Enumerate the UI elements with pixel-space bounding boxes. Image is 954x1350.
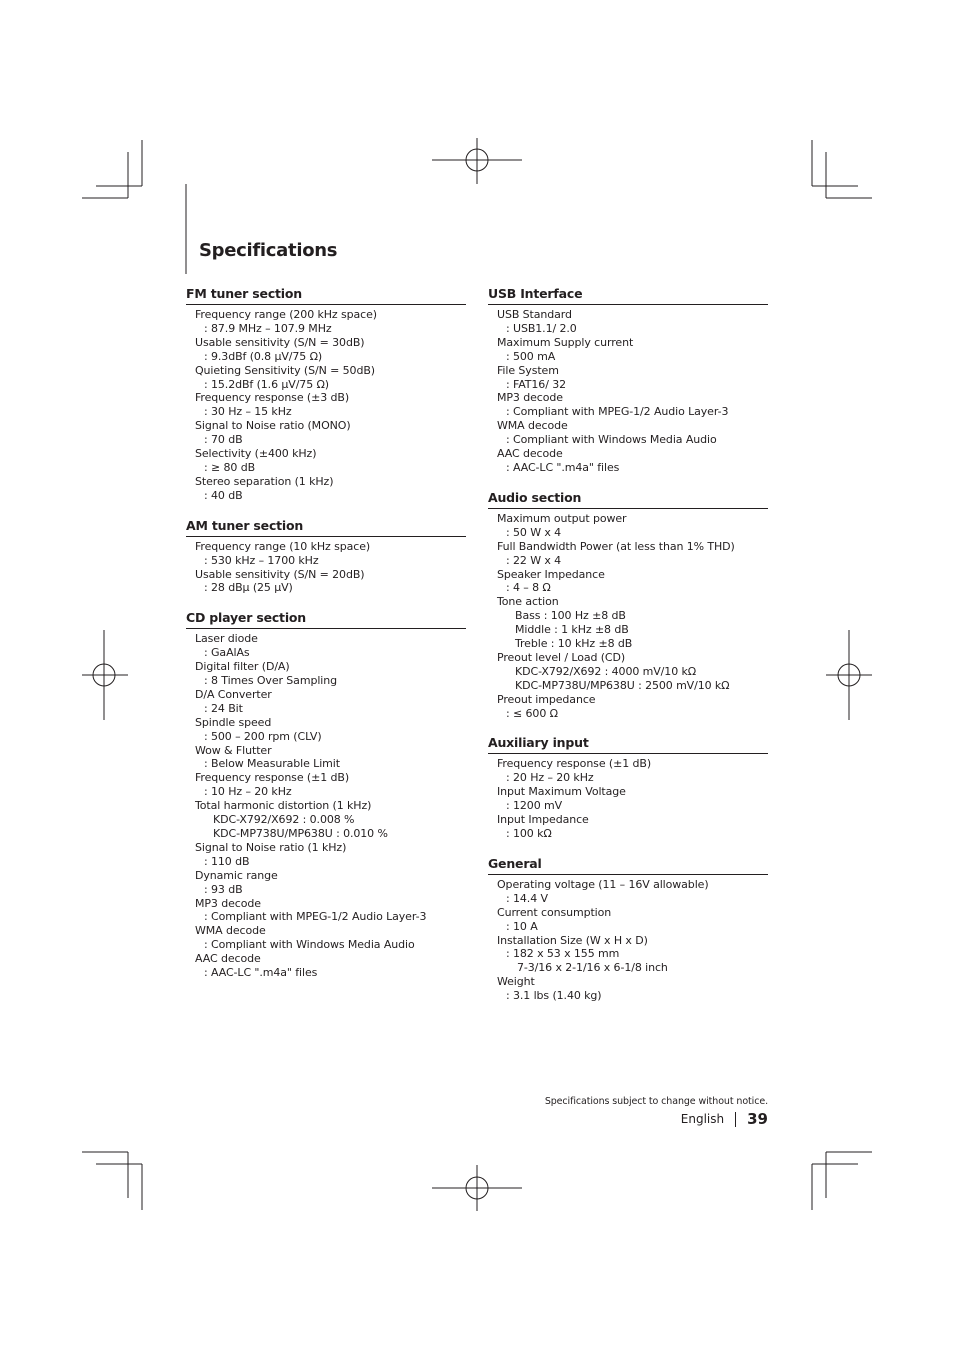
- spec-value: : GaAlAs: [204, 646, 250, 660]
- spec-label: Tone action: [497, 595, 559, 609]
- spec-label: Weight: [497, 975, 535, 989]
- spec-list: [186, 308, 466, 503]
- spec-value: : Compliant with Windows Media Audio: [506, 433, 717, 447]
- spec-list: [186, 540, 466, 596]
- spec-section: [186, 286, 466, 503]
- spec-value: : 24 Bit: [204, 701, 243, 715]
- spec-value: Treble : 10 kHz ±8 dB: [515, 637, 633, 651]
- spec-value: 7-3/16 x 2-1/16 x 6-1/8 inch: [517, 961, 668, 975]
- spec-value: : 22 W x 4: [506, 553, 562, 567]
- spec-label: WMA decode: [195, 924, 266, 938]
- spec-label: File System: [497, 363, 559, 377]
- spec-value: Middle : 1 kHz ±8 dB: [515, 623, 629, 637]
- spec-label: Usable sensitivity (S/N = 30dB): [195, 335, 365, 349]
- spec-value: : AAC-LC ".m4a" files: [204, 966, 318, 980]
- spec-value: : 10 A: [506, 919, 538, 933]
- section-heading: FM tuner section: [186, 286, 466, 305]
- spec-value: : 30 Hz – 15 kHz: [204, 405, 292, 419]
- spec-label: WMA decode: [497, 419, 568, 433]
- spec-section: [488, 490, 768, 721]
- spec-label: Selectivity (±400 kHz): [195, 447, 317, 461]
- spec-label: Wow & Flutter: [195, 743, 272, 757]
- spec-label: Frequency range (200 kHz space): [195, 308, 377, 321]
- footer-divider: [735, 1112, 736, 1127]
- section-heading: CD player section: [186, 610, 466, 629]
- spec-label: AAC decode: [195, 952, 261, 966]
- spec-value: : 93 dB: [204, 882, 243, 896]
- spec-label: Frequency range (10 kHz space): [195, 539, 371, 553]
- spec-value: KDC-MP738U/MP638U : 0.010 %: [213, 827, 388, 840]
- right-column: [488, 286, 768, 1018]
- spec-section: [186, 518, 466, 596]
- spec-label: Speaker Impedance: [497, 567, 605, 581]
- spec-value: : 3.1 lbs (1.40 kg): [506, 989, 602, 1003]
- spec-label: MP3 decode: [497, 391, 563, 405]
- spec-value: : Below Measurable Limit: [204, 757, 340, 771]
- spec-label: Installation Size (W x H x D): [497, 933, 648, 947]
- spec-label: Spindle speed: [195, 715, 272, 729]
- spec-value: : 50 W x 4: [506, 525, 562, 539]
- left-column: [186, 286, 466, 995]
- spec-value: : 10 Hz – 20 kHz: [204, 785, 292, 799]
- spec-label: Signal to Noise ratio (1 kHz): [195, 840, 347, 854]
- spec-value: : 500 – 200 rpm (CLV): [204, 729, 322, 743]
- spec-list: [488, 512, 768, 721]
- page-footer: [681, 1110, 768, 1128]
- spec-value: : 15.2dBf (1.6 μV/75 Ω): [204, 377, 329, 391]
- spec-value: : 530 kHz – 1700 kHz: [204, 553, 319, 567]
- spec-value: : 500 mA: [506, 349, 556, 363]
- spec-label: Total harmonic distortion (1 kHz): [195, 799, 372, 813]
- spec-value: KDC-X792/X692 : 0.008 %: [213, 813, 355, 827]
- spec-label: AAC decode: [497, 447, 563, 461]
- disclaimer-note: Specifications subject to change without notice.: [544, 1096, 768, 1107]
- spec-label: Frequency response (±1 dB): [195, 771, 350, 785]
- spec-value: : 14.4 V: [506, 891, 548, 905]
- spec-label: Digital filter (D/A): [195, 660, 290, 674]
- section-heading: General: [488, 856, 768, 875]
- spec-value: Bass : 100 Hz ±8 dB: [515, 609, 626, 623]
- spec-label: Maximum output power: [497, 511, 627, 525]
- spec-value: : Compliant with Windows Media Audio: [204, 938, 415, 952]
- spec-label: MP3 decode: [195, 896, 261, 910]
- spec-value: : 100 kΩ: [506, 827, 552, 840]
- spec-label: Quieting Sensitivity (S/N = 50dB): [195, 363, 375, 377]
- spec-label: USB Standard: [497, 308, 572, 321]
- section-heading: Audio section: [488, 490, 768, 509]
- footer-language: English: [680, 1112, 725, 1126]
- spec-label: Signal to Noise ratio (MONO): [195, 419, 351, 433]
- spec-list: [488, 308, 768, 475]
- spec-label: Preout level / Load (CD): [497, 650, 626, 664]
- spec-value: : 87.9 MHz – 107.9 MHz: [204, 321, 332, 335]
- spec-value: : 110 dB: [204, 854, 250, 868]
- spec-value: : ≤ 600 Ω: [506, 706, 558, 720]
- spec-label: Dynamic range: [195, 868, 278, 882]
- spec-label: Stereo separation (1 kHz): [195, 474, 334, 488]
- spec-value: : AAC-LC ".m4a" files: [506, 460, 620, 474]
- section-heading: AM tuner section: [186, 518, 466, 537]
- section-heading: Auxiliary input: [488, 735, 768, 754]
- spec-label: Usable sensitivity (S/N = 20dB): [195, 567, 365, 581]
- spec-list: [488, 757, 768, 840]
- spec-value: : 1200 mV: [506, 799, 563, 813]
- spec-value: : 20 Hz – 20 kHz: [506, 771, 594, 785]
- spec-value: : 8 Times Over Sampling: [204, 674, 337, 688]
- spec-label: Operating voltage (11 – 16V allowable): [497, 877, 709, 891]
- spec-label: Current consumption: [497, 905, 612, 919]
- page-title: Specifications: [199, 240, 338, 261]
- spec-value: : 182 x 53 x 155 mm: [506, 947, 620, 961]
- spec-value: : Compliant with MPEG-1/2 Audio Layer-3: [204, 910, 427, 924]
- spec-list: [488, 878, 768, 1003]
- spec-value: KDC-MP738U/MP638U : 2500 mV/10 kΩ: [515, 678, 730, 692]
- spec-value: : FAT16/ 32: [506, 377, 567, 391]
- spec-value: : Compliant with MPEG-1/2 Audio Layer-3: [506, 405, 729, 419]
- spec-label: D/A Converter: [195, 687, 272, 701]
- spec-value: : 70 dB: [204, 433, 243, 447]
- spec-label: Frequency response (±1 dB): [497, 757, 652, 771]
- spec-label: Frequency response (±3 dB): [195, 391, 350, 405]
- spec-value: KDC-X792/X692 : 4000 mV/10 kΩ: [515, 664, 697, 678]
- spec-section: [488, 735, 768, 840]
- spec-section: [488, 856, 768, 1003]
- spec-label: Input Impedance: [497, 813, 589, 827]
- spec-label: Maximum Supply current: [497, 335, 634, 349]
- spec-label: Input Maximum Voltage: [497, 785, 626, 799]
- spec-value: : 4 – 8 Ω: [506, 581, 551, 595]
- spec-value: : ≥ 80 dB: [204, 460, 256, 474]
- spec-section: [488, 286, 768, 475]
- section-heading: USB Interface: [488, 286, 768, 305]
- page-number: 39: [747, 1110, 768, 1128]
- spec-label: Preout impedance: [497, 692, 596, 706]
- spec-label: Full Bandwidth Power (at less than 1% THD): [497, 539, 735, 553]
- spec-list: [186, 632, 466, 980]
- spec-value: : USB1.1/ 2.0: [506, 321, 577, 335]
- spec-label: Laser diode: [195, 632, 258, 646]
- spec-section: [186, 610, 466, 980]
- spec-value: : 28 dBμ (25 μV): [204, 581, 293, 595]
- spec-value: : 9.3dBf (0.8 μV/75 Ω): [204, 349, 323, 363]
- spec-value: : 40 dB: [204, 488, 243, 502]
